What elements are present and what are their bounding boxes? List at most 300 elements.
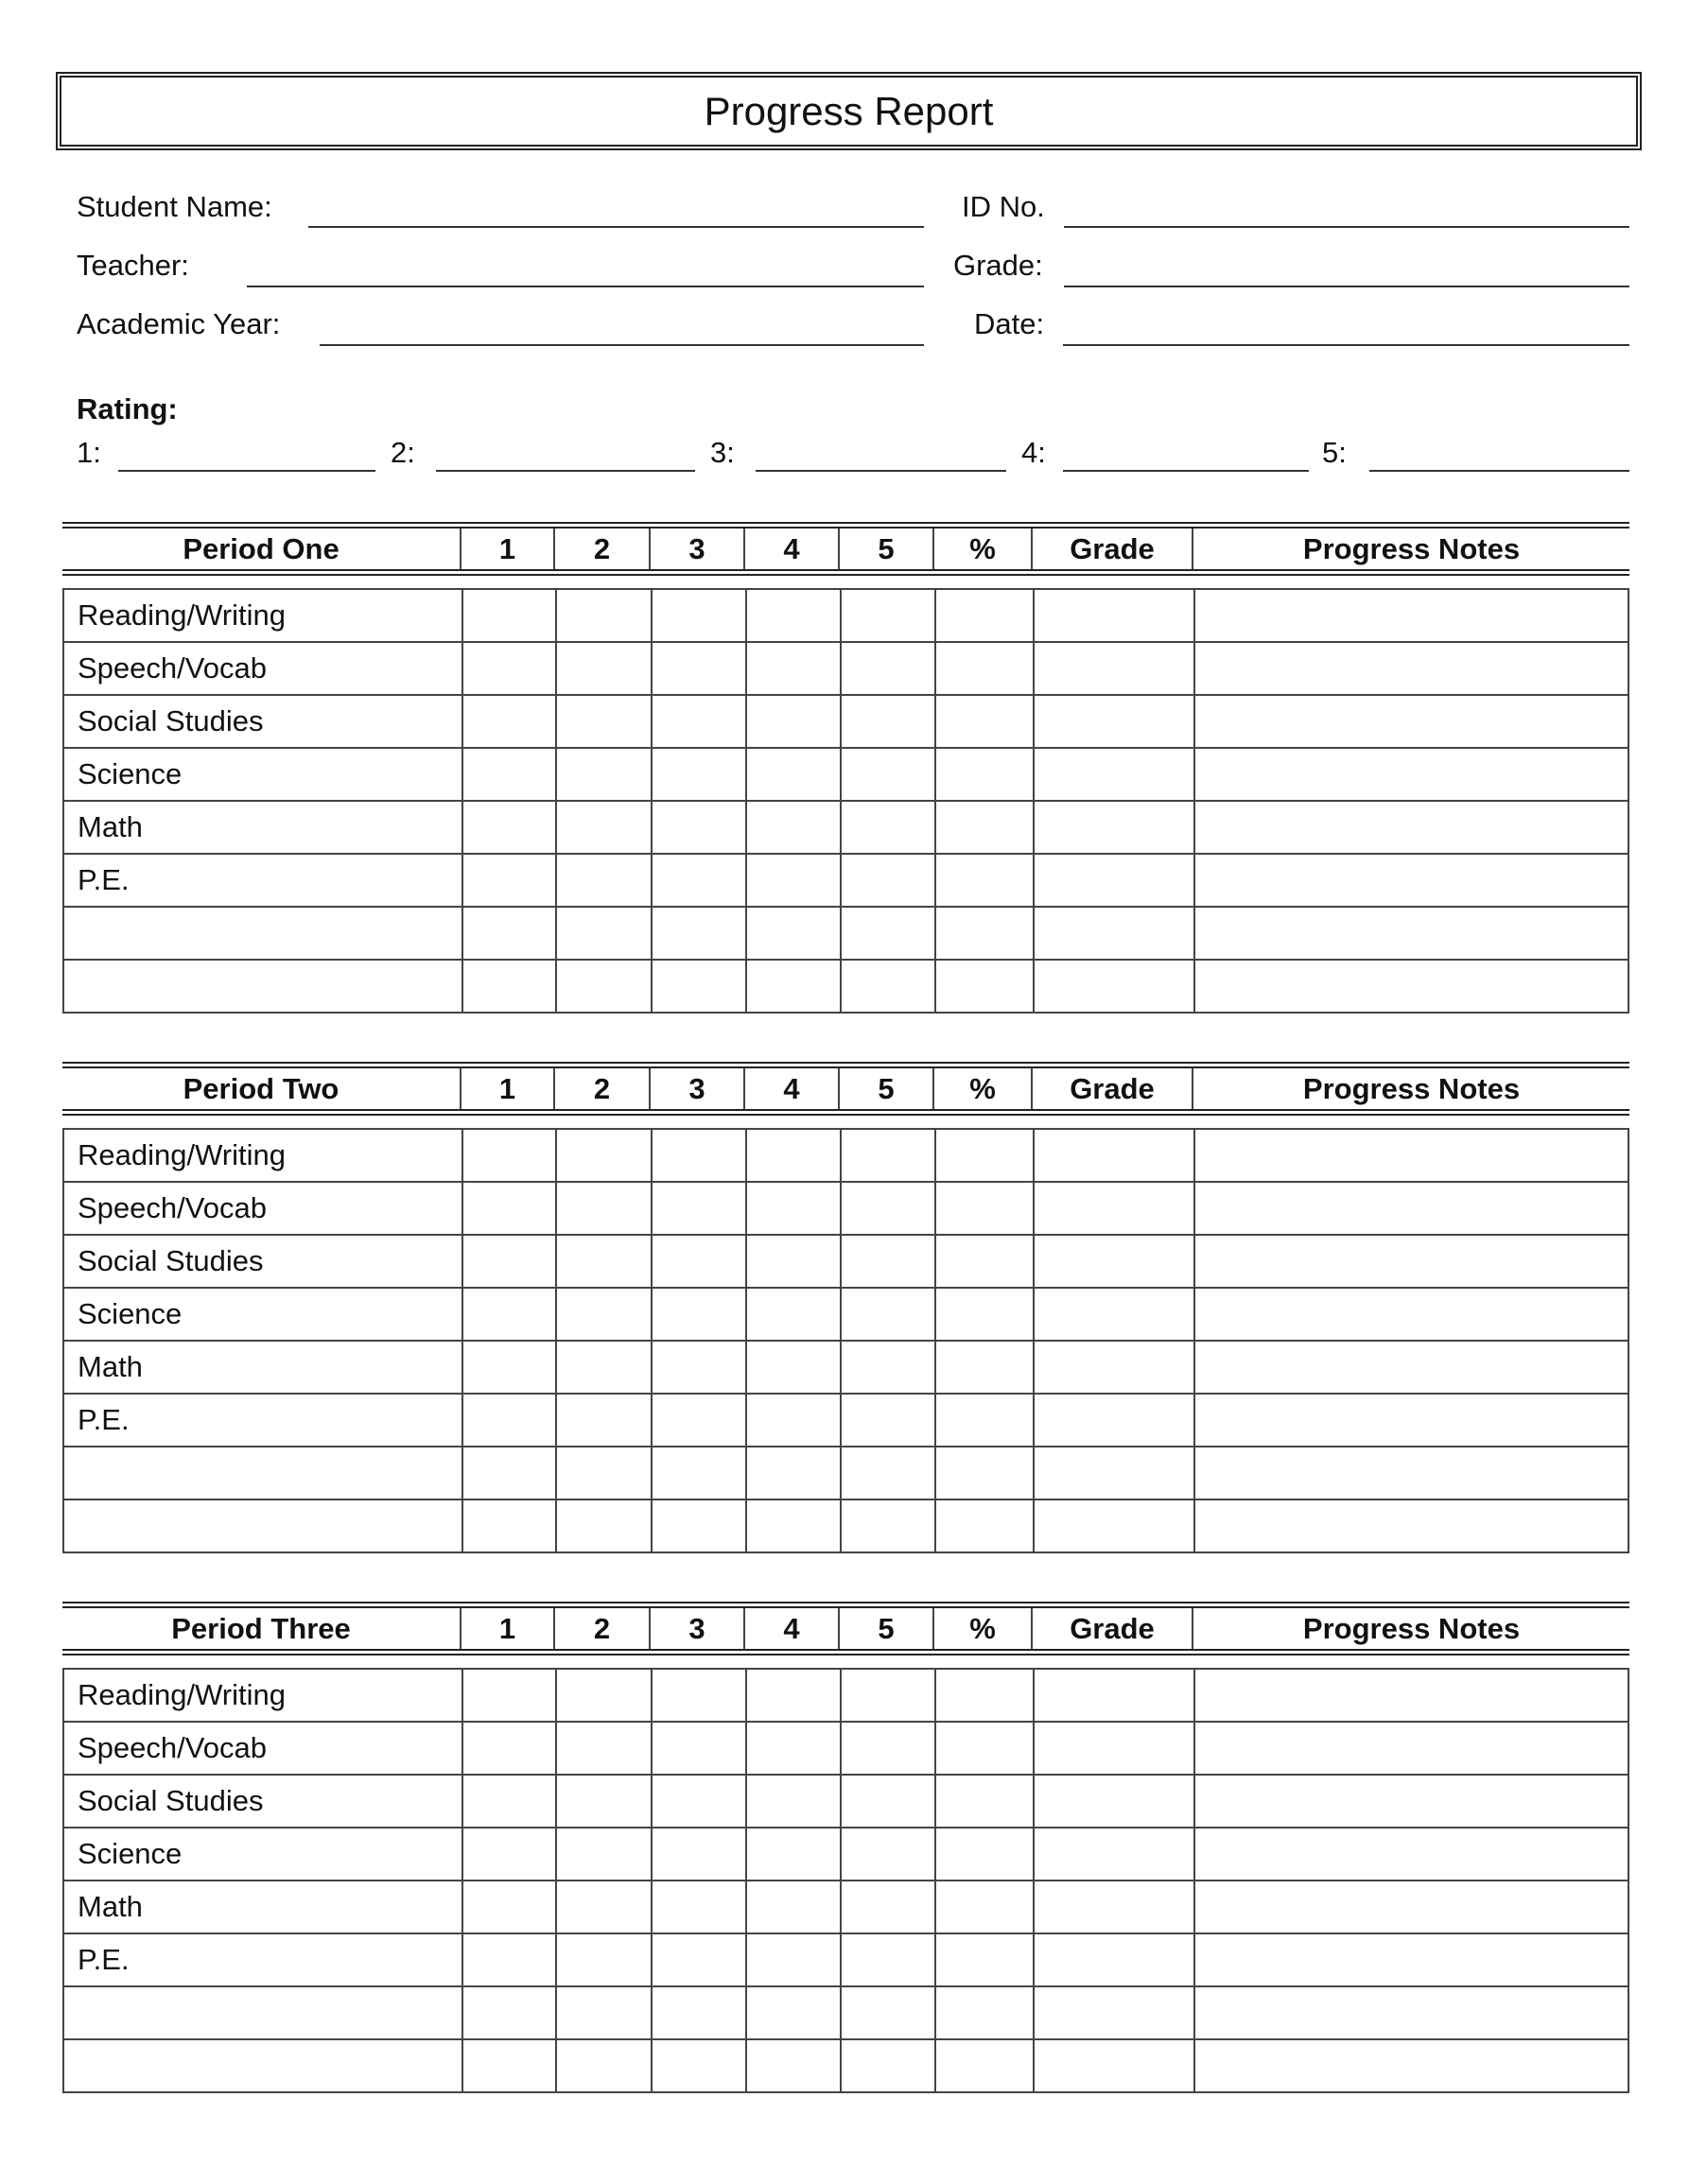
- entry-cell[interactable]: [651, 1342, 745, 1393]
- entry-cell[interactable]: [555, 1776, 651, 1827]
- entry-cell[interactable]: [934, 1881, 1033, 1933]
- column-header: 2: [553, 529, 649, 569]
- subject-cell: Math: [78, 810, 143, 843]
- entry-cell[interactable]: [651, 802, 745, 853]
- entry-cell[interactable]: [651, 590, 745, 641]
- entry-cell[interactable]: [555, 802, 651, 853]
- entry-cell[interactable]: [651, 1447, 745, 1499]
- entry-cell[interactable]: [1033, 1723, 1193, 1774]
- period-table-3: [62, 1602, 1629, 2093]
- entry-cell[interactable]: [840, 2040, 934, 2091]
- entry-cell[interactable]: [745, 1236, 840, 1287]
- subject-cell: P.E.: [78, 863, 130, 896]
- entry-cell[interactable]: [1193, 1236, 1628, 1287]
- entry-cell[interactable]: [1193, 696, 1628, 747]
- rating-5-label: 5:: [1322, 436, 1347, 469]
- entry-cell[interactable]: [1033, 590, 1193, 641]
- period-body: [62, 1128, 1629, 1553]
- subject-cell: [64, 908, 461, 959]
- entry-cell[interactable]: [461, 1881, 555, 1933]
- entry-cell[interactable]: [555, 1670, 651, 1721]
- subject-cell: Social Studies: [78, 1244, 264, 1277]
- column-header: %: [932, 1068, 1031, 1109]
- entry-cell[interactable]: [555, 855, 651, 906]
- rating-heading: Rating:: [77, 392, 178, 425]
- entry-cell[interactable]: [934, 1395, 1033, 1446]
- entry-cell[interactable]: [934, 1447, 1033, 1499]
- entry-cell[interactable]: [934, 590, 1033, 641]
- entry-cell[interactable]: [1193, 908, 1628, 959]
- entry-cell[interactable]: [934, 1723, 1033, 1774]
- table-row: [64, 1287, 1628, 1340]
- entry-cell[interactable]: [555, 1130, 651, 1181]
- period-table-2: [62, 1062, 1629, 1553]
- subject-cell: P.E.: [78, 1403, 130, 1436]
- entry-cell[interactable]: [1033, 2040, 1193, 2091]
- subject-cell: [64, 1447, 461, 1499]
- entry-cell[interactable]: [461, 749, 555, 800]
- entry-cell[interactable]: [840, 1934, 934, 1985]
- table-row: [64, 853, 1628, 906]
- entry-cell[interactable]: [840, 1500, 934, 1551]
- entry-cell[interactable]: [555, 1395, 651, 1446]
- column-header: Progress Notes: [1192, 1608, 1629, 1649]
- entry-cell[interactable]: [461, 1183, 555, 1234]
- entry-cell[interactable]: [461, 802, 555, 853]
- entry-cell[interactable]: [745, 1670, 840, 1721]
- subject-cell: [64, 961, 461, 1012]
- column-header: 3: [649, 1608, 743, 1649]
- entry-cell[interactable]: [461, 696, 555, 747]
- rating-2-label: 2:: [391, 436, 415, 469]
- rating-5-field[interactable]: [1369, 470, 1629, 472]
- rating-2-field[interactable]: [436, 470, 695, 472]
- column-header: 1: [460, 529, 553, 569]
- rating-1-label: 1:: [77, 436, 101, 469]
- rating-4-field[interactable]: [1063, 470, 1309, 472]
- subject-cell: Social Studies: [78, 704, 264, 737]
- entry-cell[interactable]: [1033, 1289, 1193, 1340]
- entry-cell[interactable]: [934, 961, 1033, 1012]
- grade-label: Grade:: [953, 249, 1043, 282]
- table-row: [64, 1393, 1628, 1446]
- entry-cell[interactable]: [651, 749, 745, 800]
- entry-cell[interactable]: [651, 1723, 745, 1774]
- subject-cell: Reading/Writing: [78, 1678, 286, 1711]
- table-row: [64, 906, 1628, 959]
- entry-cell[interactable]: [1193, 1723, 1628, 1774]
- entry-cell[interactable]: [1033, 1342, 1193, 1393]
- table-row: [64, 2038, 1628, 2091]
- entry-cell[interactable]: [934, 749, 1033, 800]
- table-row: [64, 1774, 1628, 1827]
- table-row: [64, 1499, 1628, 1551]
- entry-cell[interactable]: [1033, 1934, 1193, 1985]
- subject-cell: Reading/Writing: [78, 1138, 286, 1171]
- academic-year-label: Academic Year:: [77, 307, 281, 340]
- column-header: 5: [838, 1608, 932, 1649]
- table-row: [64, 694, 1628, 747]
- date-field[interactable]: [1063, 344, 1629, 346]
- entry-cell[interactable]: [651, 643, 745, 694]
- column-header: 5: [838, 529, 932, 569]
- entry-cell[interactable]: [651, 696, 745, 747]
- entry-cell[interactable]: [555, 1236, 651, 1287]
- subject-cell: Reading/Writing: [78, 598, 286, 632]
- entry-cell[interactable]: [1193, 1670, 1628, 1721]
- entry-cell[interactable]: [840, 1881, 934, 1933]
- table-row: [64, 747, 1628, 800]
- entry-cell[interactable]: [461, 590, 555, 641]
- entry-cell[interactable]: [1033, 908, 1193, 959]
- entry-cell[interactable]: [745, 855, 840, 906]
- entry-cell[interactable]: [1033, 1447, 1193, 1499]
- rating-3-field[interactable]: [756, 470, 1006, 472]
- column-header: 3: [649, 1068, 743, 1109]
- entry-cell[interactable]: [1033, 643, 1193, 694]
- entry-cell[interactable]: [461, 2040, 555, 2091]
- entry-cell[interactable]: [1193, 1500, 1628, 1551]
- entry-cell[interactable]: [745, 1183, 840, 1234]
- subject-cell: Speech/Vocab: [78, 651, 267, 685]
- entry-cell[interactable]: [651, 1670, 745, 1721]
- entry-cell[interactable]: [745, 1881, 840, 1933]
- entry-cell[interactable]: [840, 1342, 934, 1393]
- date-label: Date:: [974, 307, 1045, 340]
- entry-cell[interactable]: [745, 1130, 840, 1181]
- period-header-row: [62, 1062, 1629, 1116]
- entry-cell[interactable]: [555, 1881, 651, 1933]
- entry-cell[interactable]: [461, 1723, 555, 1774]
- entry-cell[interactable]: [555, 1934, 651, 1985]
- entry-cell[interactable]: [651, 1183, 745, 1234]
- column-header: 2: [553, 1608, 649, 1649]
- column-header: Grade: [1031, 1608, 1192, 1649]
- entry-cell[interactable]: [1033, 1776, 1193, 1827]
- entry-cell[interactable]: [555, 1500, 651, 1551]
- entry-cell[interactable]: [934, 1987, 1033, 2038]
- entry-cell[interactable]: [555, 1829, 651, 1880]
- entry-cell[interactable]: [651, 1236, 745, 1287]
- table-row: [64, 1181, 1628, 1234]
- entry-cell[interactable]: [745, 1447, 840, 1499]
- entry-cell[interactable]: [745, 1395, 840, 1446]
- period-header-row: [62, 522, 1629, 576]
- student-name-field[interactable]: [308, 226, 924, 228]
- entry-cell[interactable]: [555, 2040, 651, 2091]
- entry-cell[interactable]: [1033, 855, 1193, 906]
- column-header: 3: [649, 529, 743, 569]
- entry-cell[interactable]: [651, 961, 745, 1012]
- entry-cell[interactable]: [555, 1723, 651, 1774]
- entry-cell[interactable]: [461, 1987, 555, 2038]
- entry-cell[interactable]: [1033, 1987, 1193, 2038]
- entry-cell[interactable]: [1033, 1670, 1193, 1721]
- entry-cell[interactable]: [840, 1776, 934, 1827]
- entry-cell[interactable]: [745, 696, 840, 747]
- entry-cell[interactable]: [1033, 1881, 1193, 1933]
- entry-cell[interactable]: [461, 961, 555, 1012]
- entry-cell[interactable]: [840, 1447, 934, 1499]
- entry-cell[interactable]: [555, 961, 651, 1012]
- entry-cell[interactable]: [745, 1987, 840, 2038]
- entry-cell[interactable]: [934, 1829, 1033, 1880]
- entry-cell[interactable]: [555, 749, 651, 800]
- entry-cell[interactable]: [555, 908, 651, 959]
- column-header: 4: [743, 1068, 838, 1109]
- entry-cell[interactable]: [1033, 1395, 1193, 1446]
- entry-cell[interactable]: [840, 1723, 934, 1774]
- column-header: 2: [553, 1068, 649, 1109]
- entry-cell[interactable]: [934, 802, 1033, 853]
- entry-cell[interactable]: [1033, 1236, 1193, 1287]
- entry-cell[interactable]: [1193, 590, 1628, 641]
- period-header-row: [62, 1602, 1629, 1655]
- entry-cell[interactable]: [461, 643, 555, 694]
- entry-cell[interactable]: [840, 1183, 934, 1234]
- table-row: [64, 1234, 1628, 1287]
- column-header: Grade: [1031, 1068, 1192, 1109]
- entry-cell[interactable]: [745, 1829, 840, 1880]
- entry-cell[interactable]: [1193, 749, 1628, 800]
- entry-cell[interactable]: [1193, 1130, 1628, 1181]
- entry-cell[interactable]: [745, 1500, 840, 1551]
- entry-cell[interactable]: [1193, 1395, 1628, 1446]
- entry-cell[interactable]: [461, 1395, 555, 1446]
- rating-4-label: 4:: [1021, 436, 1046, 469]
- entry-cell[interactable]: [1033, 1829, 1193, 1880]
- entry-cell[interactable]: [840, 696, 934, 747]
- period-body: [62, 1668, 1629, 2093]
- entry-cell[interactable]: [840, 908, 934, 959]
- entry-cell[interactable]: [461, 1289, 555, 1340]
- entry-cell[interactable]: [840, 643, 934, 694]
- entry-cell[interactable]: [1193, 1987, 1628, 2038]
- entry-cell[interactable]: [1033, 1500, 1193, 1551]
- entry-cell[interactable]: [1193, 643, 1628, 694]
- entry-cell[interactable]: [461, 908, 555, 959]
- entry-cell[interactable]: [651, 855, 745, 906]
- entry-cell[interactable]: [651, 908, 745, 959]
- entry-cell[interactable]: [461, 1934, 555, 1985]
- column-header: 4: [743, 1608, 838, 1649]
- subject-cell: Math: [78, 1890, 143, 1923]
- entry-cell[interactable]: [651, 1829, 745, 1880]
- column-header: Progress Notes: [1192, 1068, 1629, 1109]
- teacher-field[interactable]: [247, 286, 924, 287]
- table-row: [64, 1933, 1628, 1985]
- table-row: [64, 1721, 1628, 1774]
- table-row: [64, 1130, 1628, 1181]
- entry-cell[interactable]: [840, 1987, 934, 2038]
- entry-cell[interactable]: [555, 1183, 651, 1234]
- entry-cell[interactable]: [461, 855, 555, 906]
- entry-cell[interactable]: [934, 1236, 1033, 1287]
- entry-cell[interactable]: [934, 1670, 1033, 1721]
- entry-cell[interactable]: [1193, 1934, 1628, 1985]
- entry-cell[interactable]: [934, 1130, 1033, 1181]
- subject-cell: [64, 2040, 461, 2091]
- entry-cell[interactable]: [840, 1236, 934, 1287]
- entry-cell[interactable]: [651, 1500, 745, 1551]
- entry-cell[interactable]: [840, 961, 934, 1012]
- entry-cell[interactable]: [651, 2040, 745, 2091]
- id-no-field[interactable]: [1064, 226, 1629, 228]
- rating-3-label: 3:: [710, 436, 735, 469]
- entry-cell[interactable]: [745, 961, 840, 1012]
- entry-cell[interactable]: [1193, 855, 1628, 906]
- entry-cell[interactable]: [1193, 1289, 1628, 1340]
- subject-cell: [64, 1500, 461, 1551]
- column-header: 5: [838, 1068, 932, 1109]
- entry-cell[interactable]: [745, 1342, 840, 1393]
- entry-cell[interactable]: [1193, 802, 1628, 853]
- entry-cell[interactable]: [934, 1934, 1033, 1985]
- entry-cell[interactable]: [934, 696, 1033, 747]
- entry-cell[interactable]: [1193, 961, 1628, 1012]
- entry-cell[interactable]: [840, 1130, 934, 1181]
- entry-cell[interactable]: [745, 1776, 840, 1827]
- entry-cell[interactable]: [745, 2040, 840, 2091]
- table-row: [64, 1985, 1628, 2038]
- column-header: Progress Notes: [1192, 529, 1629, 569]
- id-no-label: ID No.: [962, 190, 1045, 223]
- column-header: Grade: [1031, 529, 1192, 569]
- period-title: Period One: [183, 531, 340, 565]
- entry-cell[interactable]: [1193, 1776, 1628, 1827]
- teacher-label: Teacher:: [77, 249, 189, 282]
- entry-cell[interactable]: [461, 1670, 555, 1721]
- table-row: [64, 800, 1628, 853]
- entry-cell[interactable]: [745, 590, 840, 641]
- entry-cell[interactable]: [745, 749, 840, 800]
- entry-cell[interactable]: [1193, 1829, 1628, 1880]
- column-header: 1: [460, 1068, 553, 1109]
- entry-cell[interactable]: [461, 1342, 555, 1393]
- entry-cell[interactable]: [934, 643, 1033, 694]
- entry-cell[interactable]: [461, 1776, 555, 1827]
- entry-cell[interactable]: [934, 1342, 1033, 1393]
- subject-cell: Science: [78, 1837, 183, 1870]
- entry-cell[interactable]: [1193, 1881, 1628, 1933]
- entry-cell[interactable]: [555, 696, 651, 747]
- entry-cell[interactable]: [1193, 1342, 1628, 1393]
- entry-cell[interactable]: [1033, 749, 1193, 800]
- table-row: [64, 1880, 1628, 1933]
- entry-cell[interactable]: [461, 1500, 555, 1551]
- subject-cell: Science: [78, 757, 183, 790]
- entry-cell[interactable]: [555, 1289, 651, 1340]
- table-row: [64, 1446, 1628, 1499]
- entry-cell[interactable]: [461, 1447, 555, 1499]
- entry-cell[interactable]: [745, 643, 840, 694]
- entry-cell[interactable]: [651, 1776, 745, 1827]
- subject-cell: Social Studies: [78, 1784, 264, 1817]
- entry-cell[interactable]: [934, 908, 1033, 959]
- entry-cell[interactable]: [651, 1987, 745, 2038]
- entry-cell[interactable]: [840, 855, 934, 906]
- entry-cell[interactable]: [934, 1183, 1033, 1234]
- entry-cell[interactable]: [1193, 2040, 1628, 2091]
- entry-cell[interactable]: [1193, 1183, 1628, 1234]
- subject-cell: Math: [78, 1350, 143, 1383]
- entry-cell[interactable]: [934, 1776, 1033, 1827]
- grade-field[interactable]: [1064, 286, 1629, 287]
- page-title: Progress Report: [56, 72, 1642, 150]
- entry-cell[interactable]: [934, 2040, 1033, 2091]
- subject-cell: Science: [78, 1297, 183, 1330]
- column-header: 4: [743, 529, 838, 569]
- entry-cell[interactable]: [651, 1289, 745, 1340]
- entry-cell[interactable]: [651, 1881, 745, 1933]
- period-body: [62, 588, 1629, 1014]
- entry-cell[interactable]: [461, 1236, 555, 1287]
- entry-cell[interactable]: [651, 1130, 745, 1181]
- entry-cell[interactable]: [934, 1500, 1033, 1551]
- entry-cell[interactable]: [840, 1395, 934, 1446]
- table-row: [64, 590, 1628, 641]
- student-name-label: Student Name:: [77, 190, 272, 223]
- period-table-1: [62, 522, 1629, 1014]
- entry-cell[interactable]: [1193, 1447, 1628, 1499]
- column-header: %: [932, 529, 1031, 569]
- subject-cell: Speech/Vocab: [78, 1191, 267, 1224]
- entry-cell[interactable]: [555, 1447, 651, 1499]
- entry-cell[interactable]: [461, 1829, 555, 1880]
- subject-cell: [64, 1987, 461, 2038]
- entry-cell[interactable]: [651, 1395, 745, 1446]
- entry-cell[interactable]: [745, 1723, 840, 1774]
- entry-cell[interactable]: [1033, 1183, 1193, 1234]
- entry-cell[interactable]: [840, 749, 934, 800]
- entry-cell[interactable]: [555, 590, 651, 641]
- entry-cell[interactable]: [745, 1934, 840, 1985]
- entry-cell[interactable]: [745, 802, 840, 853]
- period-title: Period Two: [183, 1071, 340, 1105]
- entry-cell[interactable]: [840, 1829, 934, 1880]
- entry-cell[interactable]: [1033, 961, 1193, 1012]
- entry-cell[interactable]: [1033, 1130, 1193, 1181]
- entry-cell[interactable]: [555, 1342, 651, 1393]
- period-title: Period Three: [171, 1611, 351, 1645]
- academic-year-field[interactable]: [320, 344, 924, 346]
- entry-cell[interactable]: [840, 590, 934, 641]
- table-row: [64, 1670, 1628, 1721]
- entry-cell[interactable]: [934, 855, 1033, 906]
- entry-cell[interactable]: [745, 1289, 840, 1340]
- column-header: %: [932, 1608, 1031, 1649]
- table-row: [64, 641, 1628, 694]
- entry-cell[interactable]: [840, 802, 934, 853]
- subject-cell: Speech/Vocab: [78, 1731, 267, 1764]
- entry-cell[interactable]: [651, 1934, 745, 1985]
- subject-cell: P.E.: [78, 1943, 130, 1976]
- entry-cell[interactable]: [840, 1289, 934, 1340]
- table-row: [64, 1340, 1628, 1393]
- entry-cell[interactable]: [555, 643, 651, 694]
- entry-cell[interactable]: [461, 1130, 555, 1181]
- entry-cell[interactable]: [1033, 696, 1193, 747]
- table-row: [64, 1827, 1628, 1880]
- entry-cell[interactable]: [934, 1289, 1033, 1340]
- table-row: [64, 959, 1628, 1012]
- entry-cell[interactable]: [840, 1670, 934, 1721]
- entry-cell[interactable]: [1033, 802, 1193, 853]
- column-header: 1: [460, 1608, 553, 1649]
- rating-1-field[interactable]: [118, 470, 375, 472]
- entry-cell[interactable]: [745, 908, 840, 959]
- entry-cell[interactable]: [555, 1987, 651, 2038]
